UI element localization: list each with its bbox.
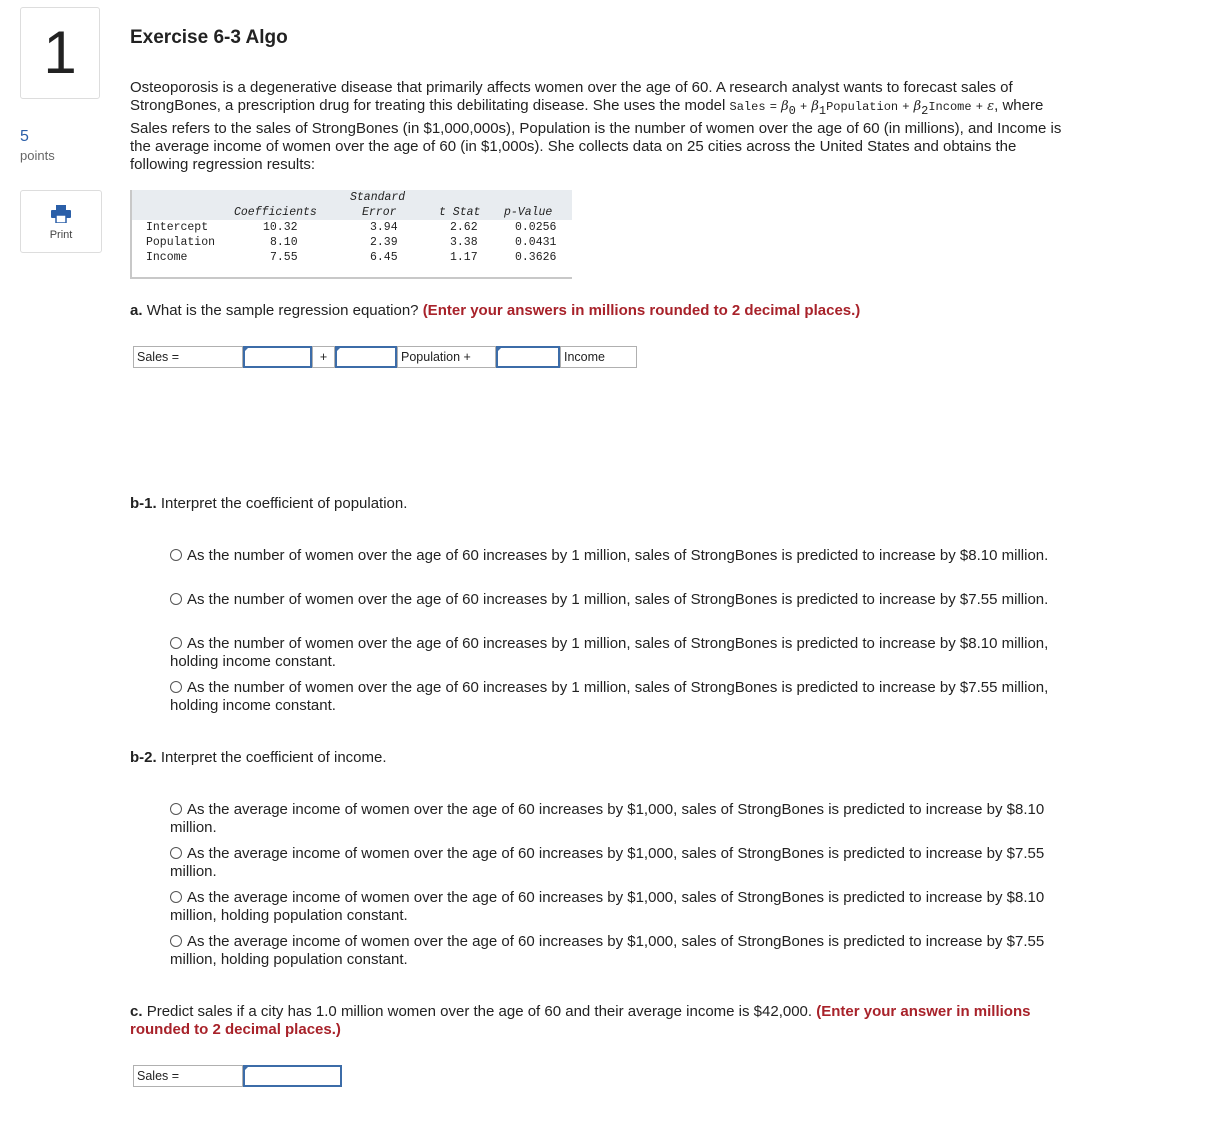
question-number: 1	[43, 19, 77, 86]
part-b1-label: b-1.	[130, 495, 157, 512]
part-a-instruction: (Enter your answers in millions rounded to 2 decimal places.)	[422, 302, 861, 319]
points-label: points	[20, 148, 55, 163]
part-c-instruction: (Enter your answer in millions rounded to 2 decimal places.)	[130, 1003, 1031, 1038]
input-marker	[496, 346, 503, 353]
option-text: As the number of women over the age of 60 increases by 1 million, sales of StrongBones is predicted to increase by $8.10 million, holding income constant.	[170, 635, 1049, 670]
beta0: β	[781, 99, 789, 114]
row-coef: 7.55	[270, 251, 298, 264]
b1-option-2[interactable]	[170, 591, 1050, 609]
epsilon: ε	[987, 99, 995, 114]
input-marker	[243, 1065, 250, 1072]
b1-option-4[interactable]	[170, 679, 1050, 715]
option-text: As the average income of women over the age of 60 increases by $1,000, sales of StrongBones is predicted to increase by $8.10 million, holding population constant.	[170, 889, 1045, 924]
population-coef-input[interactable]	[335, 346, 397, 368]
b1-option-3[interactable]	[170, 635, 1050, 671]
beta0-sub: 0	[788, 104, 796, 118]
radio-button[interactable]	[170, 637, 182, 649]
part-a-question	[130, 302, 860, 319]
intercept-input[interactable]	[243, 346, 312, 368]
regression-results-table	[130, 190, 572, 279]
part-c-label: c.	[130, 1003, 143, 1020]
exercise-title: Exercise 6-3 Algo	[130, 27, 288, 48]
radio-button[interactable]	[170, 803, 182, 815]
beta2-sub: 2	[921, 104, 929, 118]
model-plus-2: +	[902, 100, 910, 114]
part-b2-question	[130, 749, 387, 766]
row-t: 3.38	[450, 236, 478, 249]
intro-text: Osteoporosis is a degenerative disease that primarily affects women over the age of 60. A research analyst wants to forecast sales of StrongBones, a prescription drug for treating this debilitating disease. She uses the model	[130, 79, 1013, 114]
option-text: As the average income of women over the age of 60 increases by $1,000, sales of StrongBones is predicted to increase by $7.55 million.	[170, 845, 1045, 880]
eq-income-label: Income	[560, 346, 637, 368]
radio-button[interactable]	[170, 549, 182, 561]
b2-option-4[interactable]	[170, 933, 1050, 969]
problem-statement	[130, 79, 1070, 174]
printer-icon	[51, 205, 71, 223]
radio-button[interactable]	[170, 681, 182, 693]
row-se: 6.45	[370, 251, 398, 264]
points-indicator	[20, 128, 60, 163]
row-se: 3.94	[370, 221, 398, 234]
b2-option-3[interactable]	[170, 889, 1050, 925]
part-b2-label: b-2.	[130, 749, 157, 766]
intro-text-after: , where Sales refers to the sales of StrongBones (in $1,000,000s), Population is the number of women over the age of 60 (in millions), and Income is the average income of women over the age of 60 (in $1,000s). She collects data on 25 cities across the United States and obtains the following regression results:	[130, 97, 1062, 173]
print-button[interactable]	[20, 190, 102, 253]
points-value: 5	[20, 128, 29, 145]
c-sales-label: Sales =	[133, 1065, 243, 1087]
predicted-sales-input[interactable]	[243, 1065, 342, 1087]
part-c-question	[130, 1003, 1075, 1039]
input-marker	[243, 346, 250, 353]
beta1: β	[811, 99, 819, 114]
option-text: As the number of women over the age of 60 increases by 1 million, sales of StrongBones is predicted to increase by $7.55 million.	[187, 591, 1049, 608]
part-b1-question	[130, 495, 407, 512]
header-standard: Standard	[350, 191, 406, 204]
b2-option-2[interactable]	[170, 845, 1050, 881]
header-error: Error	[362, 206, 397, 219]
row-name: Population	[146, 236, 216, 249]
option-text: As the average income of women over the age of 60 increases by $1,000, sales of StrongBones is predicted to increase by $7.55 million, holding population constant.	[170, 933, 1045, 968]
row-t: 2.62	[450, 221, 478, 234]
part-a-label: a.	[130, 302, 143, 319]
option-text: As the number of women over the age of 60 increases by 1 million, sales of StrongBones is predicted to increase by $8.10 million.	[187, 547, 1049, 564]
model-plus-1: +	[799, 100, 808, 114]
row-name: Income	[146, 251, 188, 264]
model-equals: =	[769, 100, 777, 114]
input-marker	[335, 346, 342, 353]
b1-option-1[interactable]	[170, 547, 1050, 565]
radio-button[interactable]	[170, 891, 182, 903]
eq-sales-label: Sales =	[133, 346, 243, 368]
row-p: 0.0431	[515, 236, 557, 249]
row-coef: 10.32	[263, 221, 298, 234]
radio-button[interactable]	[170, 847, 182, 859]
header-t-stat: t Stat	[439, 206, 481, 219]
radio-button[interactable]	[170, 935, 182, 947]
model-plus-3: +	[975, 100, 983, 114]
income-coef-input[interactable]	[496, 346, 560, 368]
part-a-text: What is the sample regression equation?	[146, 302, 419, 319]
print-label: Print	[49, 229, 73, 241]
row-t: 1.17	[450, 251, 478, 264]
model-population: Population	[826, 100, 899, 114]
beta2: β	[913, 99, 922, 114]
beta1-sub: 1	[818, 104, 827, 118]
radio-button[interactable]	[170, 593, 182, 605]
row-coef: 8.10	[270, 236, 298, 249]
row-name: Intercept	[146, 221, 209, 234]
option-text: As the average income of women over the age of 60 increases by $1,000, sales of StrongBones is predicted to increase by $8.10 million.	[170, 801, 1045, 836]
b2-option-1[interactable]	[170, 801, 1050, 837]
model-sales: Sales	[729, 100, 766, 114]
header-p-value: p-Value	[504, 206, 553, 219]
part-b2-text: Interpret the coefficient of income.	[160, 749, 387, 766]
row-se: 2.39	[370, 236, 398, 249]
part-b1-text: Interpret the coefficient of population.	[160, 495, 408, 512]
model-income: Income	[928, 100, 972, 114]
row-p: 0.0256	[515, 221, 557, 234]
header-coefficients: Coefficients	[234, 206, 317, 219]
eq-plus-sign: +	[312, 346, 335, 368]
question-number-box	[20, 7, 100, 99]
eq-population-label: Population +	[397, 346, 496, 368]
option-text: As the number of women over the age of 60 increases by 1 million, sales of StrongBones is predicted to increase by $7.55 million, holding income constant.	[170, 679, 1049, 714]
part-c-text: Predict sales if a city has 1.0 million women over the age of 60 and their average income is $42,000.	[146, 1003, 813, 1020]
row-p: 0.3626	[515, 251, 557, 264]
